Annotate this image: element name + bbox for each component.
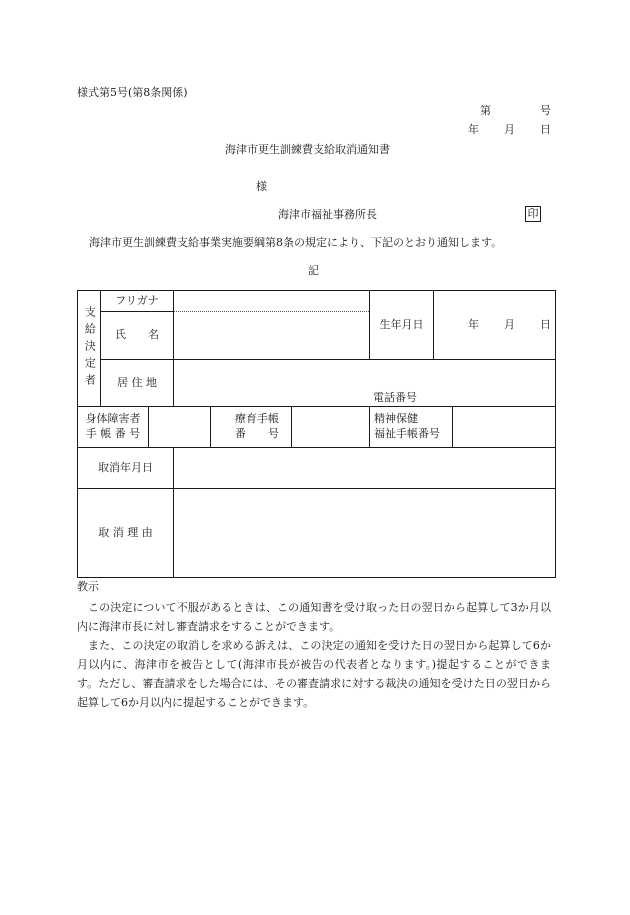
col-divider-birth-value <box>433 290 434 360</box>
birth-year: 年 <box>468 318 479 331</box>
birth-label: 生年月日 <box>379 317 424 331</box>
notice-paragraph-2: また、この決定の取消しを求める訴えは、この決定の通知を受けた日の翌日から起算して6か月以内に、海津市を被告として(海津市長が被告の代表者となります。)提起することができます。ただし、審査請求をした場合には、その審査請求に対する裁決の通知を受けた日の翌日から起算して6か月以内に提起することができます。 <box>77 639 551 709</box>
mental-label-line1: 精神保健 <box>374 412 418 426</box>
mental-label-line2: 福祉手帳番号 <box>374 427 440 440</box>
doc-number-prefix: 第 <box>480 104 491 117</box>
address-label: 居 住 地 <box>117 375 157 389</box>
recipient-label-cell <box>78 291 100 406</box>
name-label-cell <box>101 312 173 359</box>
col-divider-labels <box>173 290 174 407</box>
birth-label-cell <box>370 291 433 359</box>
furigana-label-cell <box>101 291 173 311</box>
furigana-divider <box>173 311 369 312</box>
ryoiku-label-line1: 療育手帳 <box>235 412 279 426</box>
mental-label-cell <box>370 407 452 447</box>
notice-body <box>77 598 551 712</box>
notice-heading: 教示 <box>77 580 99 593</box>
disability-label-line2: 手 帳 番 号 <box>85 427 141 440</box>
cancel-date-label: 取消年月日 <box>98 460 153 474</box>
table-border-bottom <box>77 577 556 578</box>
date-month: 月 <box>504 123 515 136</box>
col-divider-mental <box>452 406 453 448</box>
body-text: 海津市更生訓練費支給事業実施要綱第8条の規定により、下記のとおり通知します。 <box>89 236 503 249</box>
ryoiku-label-cell <box>211 407 291 447</box>
issuer-name: 海津市福祉事務所長 <box>278 208 377 221</box>
date-year: 年 <box>468 123 479 136</box>
birth-day: 日 <box>540 318 551 331</box>
addressee-suffix: 様 <box>256 180 267 193</box>
disability-label-cell <box>78 407 148 447</box>
seal-box: 印 <box>525 206 541 222</box>
col-divider-cancel <box>173 447 174 578</box>
form-number: 様式第5号(第8条関係) <box>77 86 188 99</box>
cancel-reason-label: 取 消 理 由 <box>98 525 153 539</box>
address-label-cell <box>101 360 173 406</box>
date-day: 日 <box>540 123 551 136</box>
doc-number-suffix: 号 <box>540 104 551 117</box>
disability-label-line1: 身体障害者 <box>85 412 141 426</box>
col-divider-ryoiku <box>291 406 292 448</box>
ryoiku-label-line2: 番 号 <box>235 427 279 440</box>
ki-label: 記 <box>308 264 319 277</box>
phone-label: 電話番号 <box>373 391 417 404</box>
document-title: 海津市更生訓練費支給取消通知書 <box>225 143 390 156</box>
recipient-label: 支給決定者 <box>83 306 97 391</box>
cancel-reason-label-cell <box>78 489 173 577</box>
col-divider-disability <box>148 406 149 448</box>
furigana-label: フリガナ <box>115 293 159 307</box>
name-label: 氏 名 <box>115 328 159 342</box>
notice-paragraph-1: この決定について不服があるときは、この通知書を受け取った日の翌日から起算して3か月以内に海津市長に対し審査請求をすることができます。 <box>77 601 551 633</box>
table-border-right <box>555 290 556 578</box>
birth-month: 月 <box>504 318 515 331</box>
cancel-date-label-cell <box>78 448 173 488</box>
